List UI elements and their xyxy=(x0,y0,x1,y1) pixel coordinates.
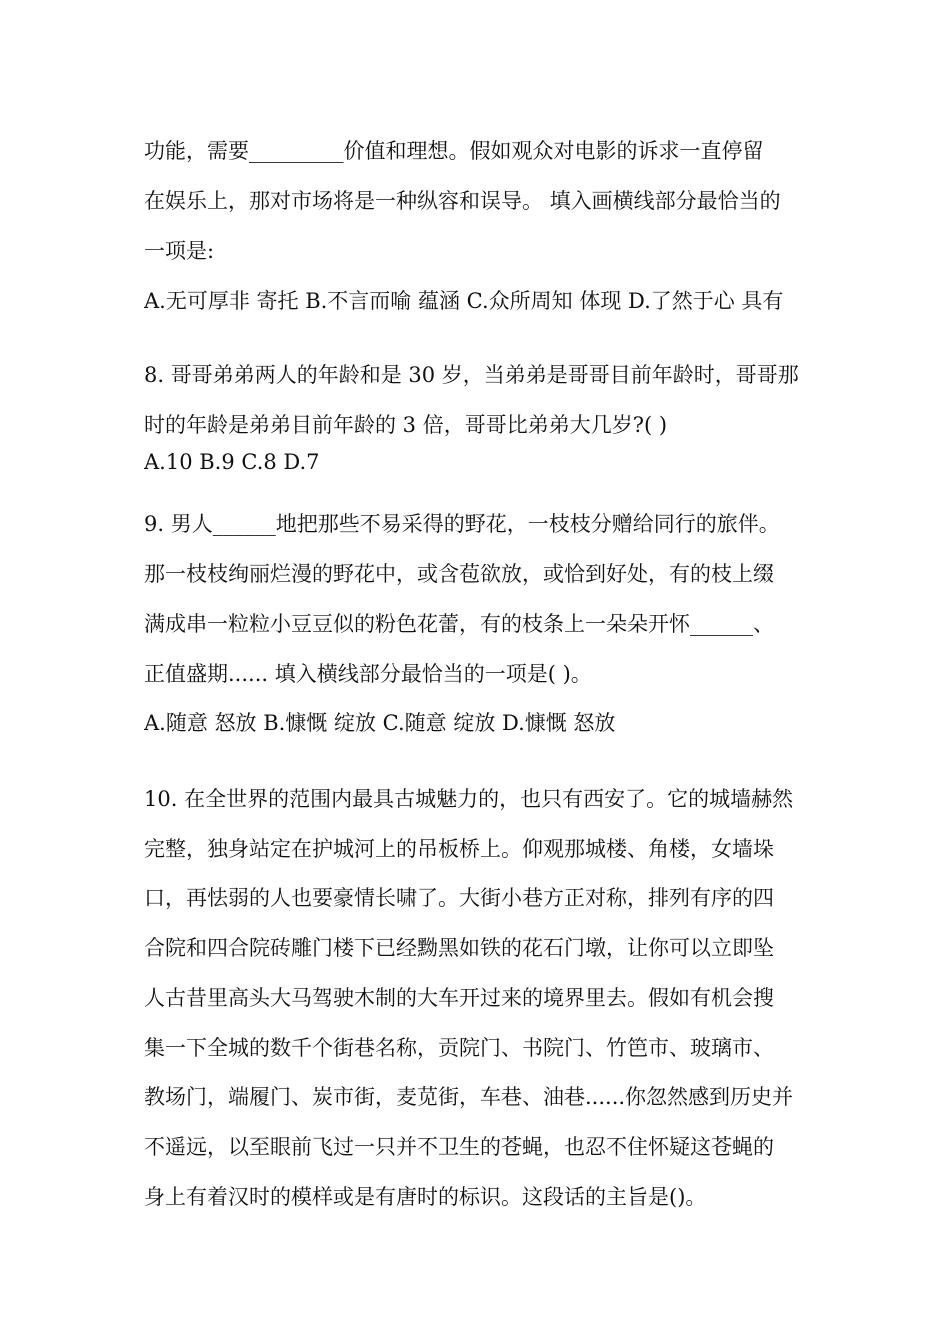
text-line: 合院和四合院砖雕门楼下已经黝黑如铁的花石门墩，让你可以立即坠 xyxy=(144,936,774,960)
question-10: 10. 在全世界的范围内最具古城魅力的，也只有西安了。它的城墙赫然 xyxy=(144,787,794,811)
text-line: 在娱乐上，那对市场将是一种纵容和误导。 填入画横线部分最恰当的 xyxy=(144,189,781,213)
text-line: 时的年龄是弟弟目前年龄的 3 倍，哥哥比弟弟大几岁?( ) xyxy=(144,413,668,437)
text-line: 教场门，端履门、炭市街，麦苋街，车巷、油巷......你忽然感到历史并 xyxy=(144,1085,794,1109)
answer-options: A.10 B.9 C.8 D.7 xyxy=(144,450,320,474)
text-line: 一项是: xyxy=(144,239,215,263)
text-line: 口，再怯弱的人也要豪情长啸了。大街小巷方正对称，排列有序的四 xyxy=(144,886,774,910)
text-line: 功能，需要_________价值和理想。假如观众对电影的诉求一直停留 xyxy=(144,139,764,163)
question-8: 8. 哥哥弟弟两人的年龄和是 30 岁，当弟弟是哥哥目前年龄时，哥哥那 xyxy=(144,363,799,387)
text-line: 完整，独身站定在护城河上的吊板桥上。仰观那城楼、角楼，女墙垛 xyxy=(144,837,774,861)
question-9: 9. 男人______地把那些不易采得的野花，一枝枝分赠给同行的旅伴。 xyxy=(144,512,780,536)
text-line: 满成串一粒粒小豆豆似的粉色花蕾，有的枝条上一朵朵开怀______、 xyxy=(144,612,774,636)
text-line: 人古昔里高头大马驾驶木制的大车开过来的境界里去。假如有机会搜 xyxy=(144,986,774,1010)
text-line: 集一下全城的数千个街巷名称，贡院门、书院门、竹笆市、玻璃市、 xyxy=(144,1036,774,1060)
answer-options: A.无可厚非 寄托 B.不言而喻 蕴涵 C.众所周知 体现 D.了然于心 具有 xyxy=(144,289,784,313)
text-line: 身上有着汉时的模样或是有唐时的标识。这段话的主旨是()。 xyxy=(144,1185,707,1209)
text-line: 正值盛期...... 填入横线部分最恰当的一项是( )。 xyxy=(144,662,592,686)
text-line: 不遥远，以至眼前飞过一只并不卫生的苍蝇，也忍不住怀疑这苍蝇的 xyxy=(144,1135,774,1159)
answer-options: A.随意 怒放 B.慷慨 绽放 C.随意 绽放 D.慷慨 怒放 xyxy=(144,711,616,735)
text-line: 那一枝枝绚丽烂漫的野花中，或含苞欲放，或恰到好处，有的枝上缀 xyxy=(144,562,774,586)
